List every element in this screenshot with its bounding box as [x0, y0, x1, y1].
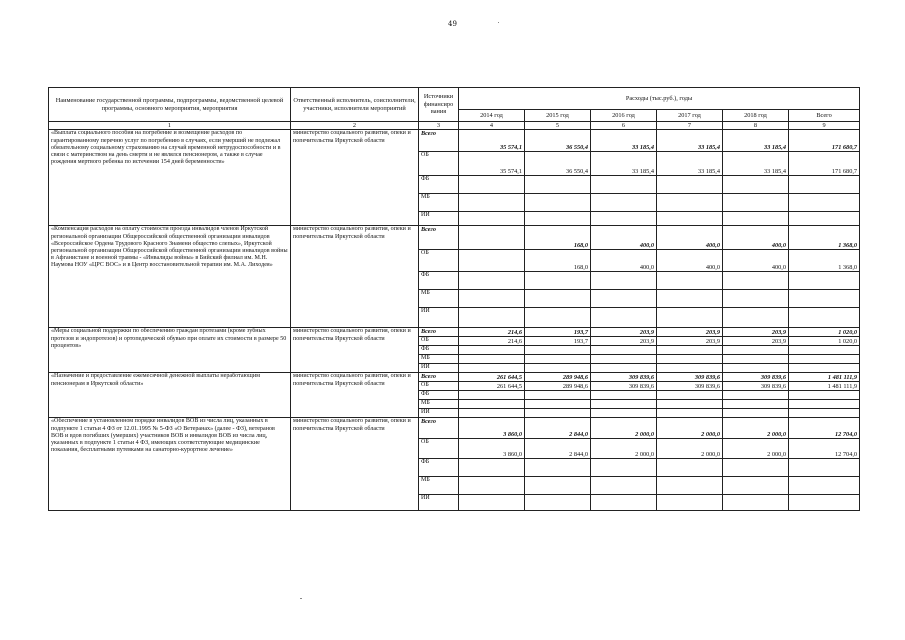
year-value: 203,9: [723, 328, 789, 337]
year-value: 2 000,0: [723, 439, 789, 459]
year-value: 33 185,4: [657, 130, 723, 152]
year-value: 309 839,6: [723, 382, 789, 391]
year-value: [591, 495, 657, 511]
year-value: [591, 477, 657, 495]
total-value: 1 020,0: [789, 328, 860, 337]
funding-source-label: ОБ: [419, 250, 459, 272]
year-value: [657, 290, 723, 308]
year-value: 309 839,6: [591, 373, 657, 382]
year-value: [657, 212, 723, 226]
year-value: 33 185,4: [591, 152, 657, 176]
table-row: [49, 328, 860, 337]
header-program-name: Наименование государственной программы, подпрограммы, ведомственной целевой программы, основного мероприятия, мероприятия: [49, 88, 291, 122]
year-value: 35 574,1: [459, 152, 525, 176]
funding-source-label: ФБ: [419, 391, 459, 400]
total-value: [789, 495, 860, 511]
total-value: 12 704,0: [789, 439, 860, 459]
year-value: [525, 346, 591, 355]
column-number: 3: [419, 122, 459, 130]
year-value: 203,9: [657, 328, 723, 337]
year-value: [525, 477, 591, 495]
year-value: 2 844,0: [525, 418, 591, 439]
year-value: [657, 194, 723, 212]
measure-name: «Компенсация расходов на оплату стоимости проезда инвалидов членов Иркутской региональной организации Общероссийской общественной организации инвалидов «Всероссийское Ордена Трудового Красного Знамени общество слепых», Иркутской региональной организации Общероссийской общественной организации инвалидов войны в Афганистане и военной травмы - «Инвалиды войны» в Бийский филиал им. М.Н. Наумова НОУ «ЦРС ВОС» и в Центр восстановительной терапии им. М.А. Лиходея»: [49, 226, 291, 328]
year-value: [723, 459, 789, 477]
total-value: [789, 290, 860, 308]
year-value: [591, 459, 657, 477]
year-value: 203,9: [591, 328, 657, 337]
column-number: 4: [459, 122, 525, 130]
year-value: [657, 495, 723, 511]
year-value: [723, 308, 789, 328]
total-value: [789, 409, 860, 418]
year-value: [723, 391, 789, 400]
budget-table: [48, 87, 860, 511]
year-value: [525, 355, 591, 364]
funding-source-label: Всего: [419, 226, 459, 250]
year-value: [459, 459, 525, 477]
year-value: [657, 477, 723, 495]
measure-executor: министерство социального развития, опеки и попечительства Иркутской области: [291, 373, 419, 418]
year-value: [525, 391, 591, 400]
funding-source-label: ОБ: [419, 439, 459, 459]
year-value: 36 550,4: [525, 152, 591, 176]
year-value: 3 860,0: [459, 418, 525, 439]
total-value: 171 680,7: [789, 130, 860, 152]
year-value: 289 948,6: [525, 373, 591, 382]
year-value: [459, 290, 525, 308]
funding-source-label: ИИ: [419, 495, 459, 511]
measure-name: «Назначение и предоставление ежемесячной денежной выплаты неработающим пенсионерам в Иркутской области»: [49, 373, 291, 418]
year-value: 203,9: [723, 337, 789, 346]
column-number: 9: [789, 122, 860, 130]
year-value: [723, 355, 789, 364]
total-value: 1 368,0: [789, 226, 860, 250]
year-value: [525, 308, 591, 328]
year-value: [591, 308, 657, 328]
measure-executor: министерство социального развития, опеки и попечительства Иркутской области: [291, 226, 419, 328]
column-numbers-row: [49, 122, 860, 130]
measure-executor: министерство социального развития, опеки и попечительства Иркутской области: [291, 418, 419, 511]
column-number: 7: [657, 122, 723, 130]
year-value: [459, 400, 525, 409]
year-value: 35 574,1: [459, 130, 525, 152]
header-total: Всего: [789, 110, 860, 122]
funding-source-label: ОБ: [419, 152, 459, 176]
year-value: 33 185,4: [657, 152, 723, 176]
column-number: 8: [723, 122, 789, 130]
year-value: [525, 459, 591, 477]
year-value: [591, 212, 657, 226]
year-value: [591, 400, 657, 409]
funding-source-label: ИИ: [419, 409, 459, 418]
year-value: 193,7: [525, 337, 591, 346]
year-value: 2 000,0: [591, 418, 657, 439]
year-value: [459, 346, 525, 355]
total-value: [789, 272, 860, 290]
funding-source-label: Всего: [419, 130, 459, 152]
year-value: 400,0: [723, 250, 789, 272]
funding-source-label: ОБ: [419, 382, 459, 391]
header-year: 2017 год: [657, 110, 723, 122]
total-value: [789, 355, 860, 364]
year-value: 289 948,6: [525, 382, 591, 391]
year-value: [657, 346, 723, 355]
funding-source-label: ФБ: [419, 272, 459, 290]
scan-speck: [300, 598, 302, 599]
table-body: [49, 130, 860, 511]
year-value: [591, 409, 657, 418]
year-value: [723, 409, 789, 418]
year-value: 2 000,0: [657, 418, 723, 439]
total-value: [789, 477, 860, 495]
year-value: 33 185,4: [591, 130, 657, 152]
year-value: [723, 290, 789, 308]
year-value: [591, 272, 657, 290]
total-value: 171 680,7: [789, 152, 860, 176]
year-value: [657, 364, 723, 373]
total-value: [789, 364, 860, 373]
funding-source-label: ФБ: [419, 176, 459, 194]
year-value: 193,7: [525, 328, 591, 337]
year-value: [723, 272, 789, 290]
year-value: [591, 346, 657, 355]
year-value: [657, 308, 723, 328]
page-number: 49: [448, 20, 457, 28]
total-value: [789, 346, 860, 355]
year-value: [657, 409, 723, 418]
year-value: [591, 391, 657, 400]
year-value: [723, 194, 789, 212]
table-row: [49, 373, 860, 382]
year-value: [657, 400, 723, 409]
year-value: [459, 226, 525, 250]
funding-source-label: ИИ: [419, 212, 459, 226]
funding-source-label: ФБ: [419, 459, 459, 477]
year-value: [591, 355, 657, 364]
year-value: [591, 176, 657, 194]
year-value: [723, 346, 789, 355]
header-year: 2018 год: [723, 110, 789, 122]
total-value: 1 368,0: [789, 250, 860, 272]
year-value: 309 839,6: [723, 373, 789, 382]
year-value: [525, 194, 591, 212]
year-value: [591, 364, 657, 373]
year-value: [723, 364, 789, 373]
year-value: [525, 364, 591, 373]
total-value: 1 481 111,9: [789, 373, 860, 382]
header-year: 2015 год: [525, 110, 591, 122]
funding-source-label: МБ: [419, 290, 459, 308]
total-value: [789, 459, 860, 477]
year-value: [459, 355, 525, 364]
scan-speck: [498, 22, 499, 23]
header-year: 2014 год: [459, 110, 525, 122]
year-value: [459, 409, 525, 418]
year-value: [525, 176, 591, 194]
year-value: [723, 176, 789, 194]
year-value: 309 839,6: [657, 382, 723, 391]
measure-executor: министерство социального развития, опеки и попечительства Иркутской области: [291, 130, 419, 226]
measure-name: «Выплата социального пособия на погребение и возмещение расходов по гарантированному перечню услуг по погребению в случаях, если умерший не подлежал обязательному социальному страхованию на случай временной нетрудоспособности и в связи с материнством на день смерти и не являлся пенсионером, а также в случае рождения мертвого ребенка по истечении 154 дней беременности»: [49, 130, 291, 226]
year-value: [525, 409, 591, 418]
year-value: [723, 477, 789, 495]
year-value: 33 185,4: [723, 152, 789, 176]
year-value: [459, 364, 525, 373]
total-value: 1 020,0: [789, 337, 860, 346]
funding-source-label: МБ: [419, 194, 459, 212]
funding-source-label: МБ: [419, 355, 459, 364]
year-value: [657, 391, 723, 400]
total-value: [789, 176, 860, 194]
year-value: [657, 355, 723, 364]
year-value: 3 860,0: [459, 439, 525, 459]
total-value: [789, 212, 860, 226]
year-value: [525, 212, 591, 226]
header-funding-source: Источники финансиро вания: [419, 88, 459, 122]
year-value: [525, 400, 591, 409]
column-number: 2: [291, 122, 419, 130]
table-row: [49, 418, 860, 439]
year-value: 2 000,0: [591, 439, 657, 459]
year-value: 2 844,0: [525, 439, 591, 459]
year-value: 309 839,6: [657, 373, 723, 382]
funding-source-label: Всего: [419, 328, 459, 337]
year-value: 400,0: [657, 250, 723, 272]
column-number: 1: [49, 122, 291, 130]
measure-name: «Обеспечение в установленном порядке инвалидов ВОВ из числа лиц, указанных в подпункте 1 статьи 4 ФЗ от 12.01.1995 № 5-ФЗ «О Ветеранах» (далее - ФЗ), ветеранов ВОВ и вдов погибших (умерших) участников ВОВ и инвалидов ВОВ из числа лиц, указанных в подпункте 1 статьи 4 ФЗ, имеющих соответствующие медицинские показания, бесплатными путевками на санаторно-курортное лечение»: [49, 418, 291, 511]
year-value: 400,0: [657, 226, 723, 250]
year-value: [657, 459, 723, 477]
year-value: [591, 194, 657, 212]
funding-source-label: ИИ: [419, 364, 459, 373]
year-value: [657, 176, 723, 194]
year-value: [723, 400, 789, 409]
header-executor: Ответственный исполнитель, соисполнители, участники, исполнители мероприятий: [291, 88, 419, 122]
year-value: 2 000,0: [723, 418, 789, 439]
year-value: 168,0: [525, 226, 591, 250]
year-value: [657, 272, 723, 290]
year-value: [525, 272, 591, 290]
funding-source-label: ИИ: [419, 308, 459, 328]
total-value: [789, 391, 860, 400]
funding-source-label: МБ: [419, 400, 459, 409]
year-value: [459, 212, 525, 226]
year-value: [459, 272, 525, 290]
year-value: [459, 250, 525, 272]
year-value: [459, 308, 525, 328]
total-value: [789, 308, 860, 328]
funding-source-label: Всего: [419, 418, 459, 439]
header-year: 2016 год: [591, 110, 657, 122]
year-value: [459, 495, 525, 511]
total-value: 12 704,0: [789, 418, 860, 439]
year-value: [525, 495, 591, 511]
year-value: [525, 290, 591, 308]
year-value: [723, 212, 789, 226]
year-value: [459, 391, 525, 400]
year-value: [591, 290, 657, 308]
year-value: 214,6: [459, 328, 525, 337]
total-value: 1 481 111,9: [789, 382, 860, 391]
funding-source-label: ФБ: [419, 346, 459, 355]
funding-source-label: Всего: [419, 373, 459, 382]
year-value: 261 644,5: [459, 373, 525, 382]
header-expenses: Расходы (тыс.руб.), годы: [459, 88, 860, 110]
year-value: [459, 176, 525, 194]
year-value: [723, 495, 789, 511]
total-value: [789, 400, 860, 409]
year-value: 400,0: [723, 226, 789, 250]
column-number: 6: [591, 122, 657, 130]
year-value: 33 185,4: [723, 130, 789, 152]
year-value: 261 644,5: [459, 382, 525, 391]
table-row: [49, 226, 860, 250]
year-value: 400,0: [591, 226, 657, 250]
funding-source-label: ОБ: [419, 337, 459, 346]
year-value: [459, 477, 525, 495]
year-value: 168,0: [525, 250, 591, 272]
year-value: 203,9: [591, 337, 657, 346]
column-number: 5: [525, 122, 591, 130]
total-value: [789, 194, 860, 212]
measure-name: «Меры социальной поддержки по обеспечению граждан протезами (кроме зубных протезов и эндопротезов) и ортопедической обувью при оплате их стоимости в размере 50 процентов»: [49, 328, 291, 373]
funding-source-label: МБ: [419, 477, 459, 495]
measure-executor: министерство социального развития, опеки и попечительства Иркутской области: [291, 328, 419, 373]
year-value: 309 839,6: [591, 382, 657, 391]
year-value: 203,9: [657, 337, 723, 346]
year-value: 400,0: [591, 250, 657, 272]
year-value: 2 000,0: [657, 439, 723, 459]
year-value: [459, 194, 525, 212]
table-row: [49, 130, 860, 152]
year-value: 36 550,4: [525, 130, 591, 152]
year-value: 214,6: [459, 337, 525, 346]
